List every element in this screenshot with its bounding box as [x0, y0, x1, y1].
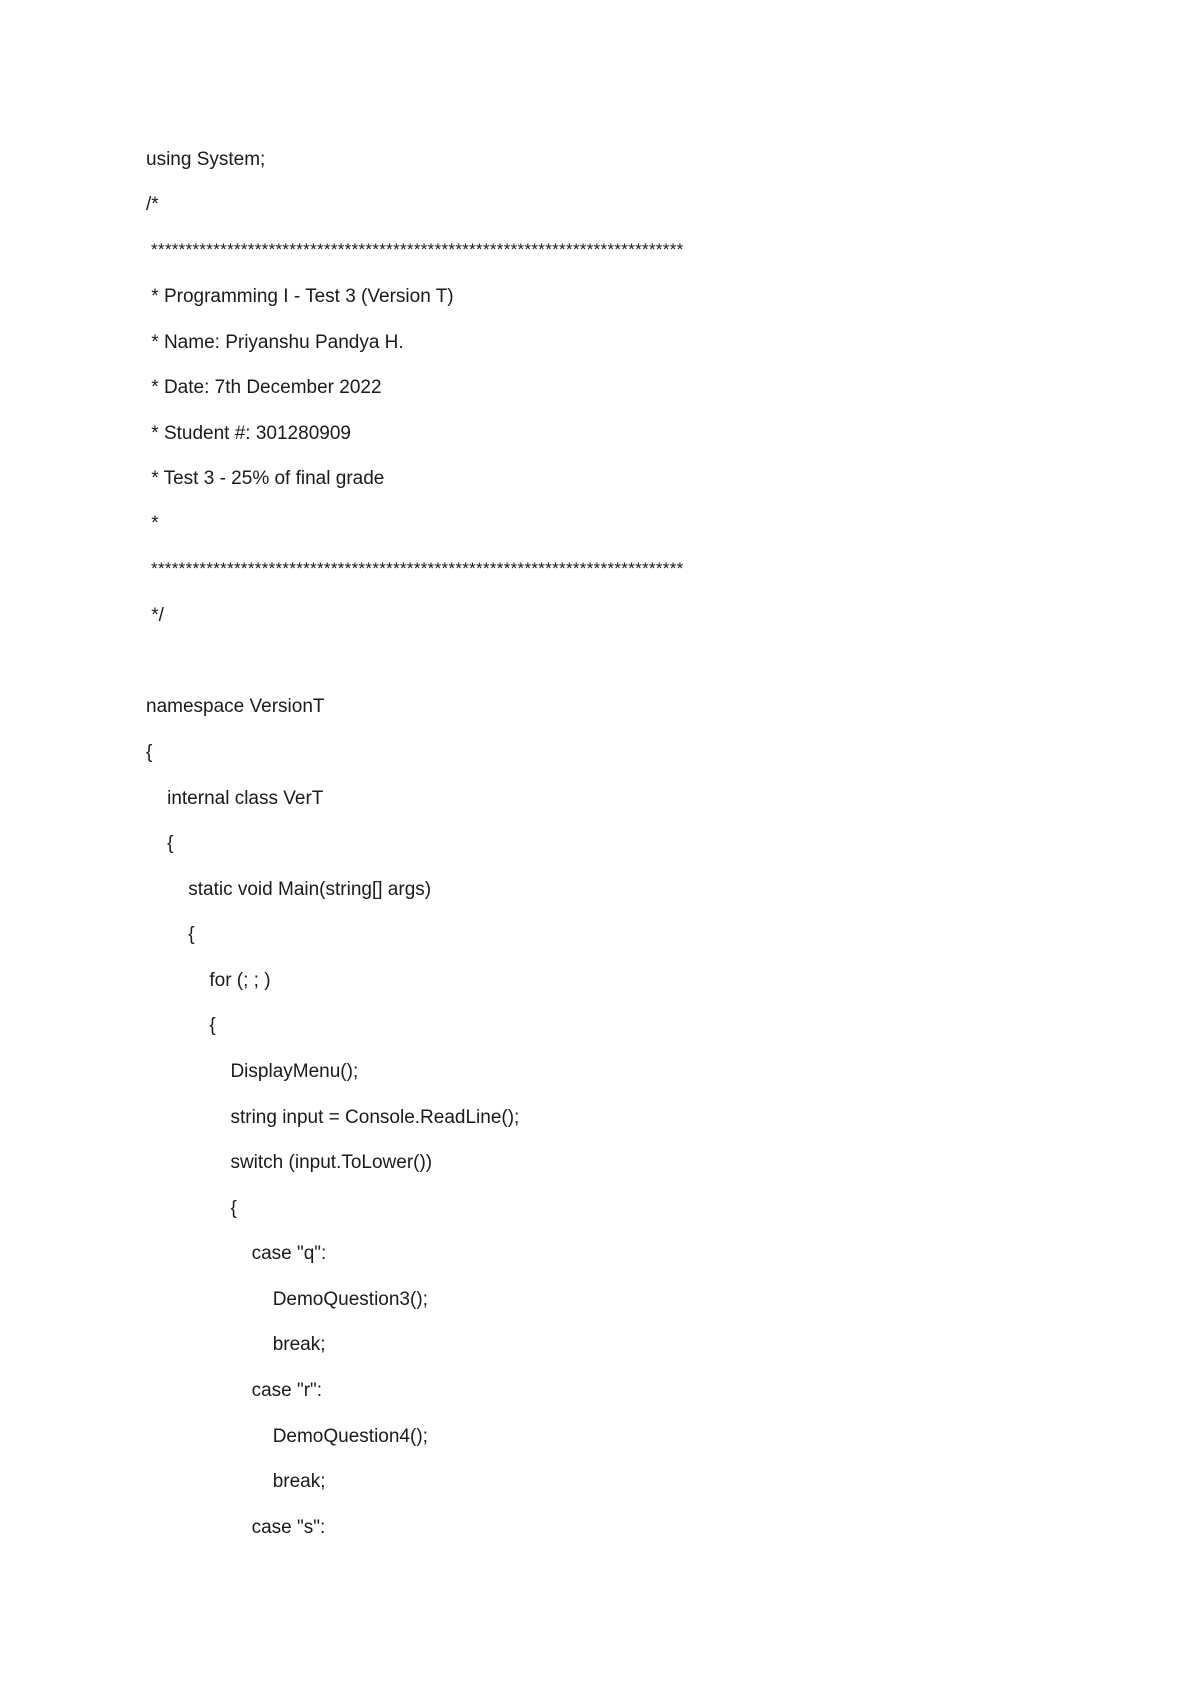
code-line-demo4: DemoQuestion4(); — [146, 1426, 428, 1447]
code-line-main: static void Main(string[] args) — [146, 879, 432, 900]
code-line-using: using System; — [146, 149, 266, 170]
code-line-break: break; — [146, 1334, 326, 1355]
code-line-displaymenu: DisplayMenu(); — [146, 1061, 359, 1082]
code-line-test: * Test 3 - 25% of final grade — [146, 468, 385, 489]
code-line-date: * Date: 7th December 2022 — [146, 377, 382, 398]
code-line-namespace: namespace VersionT — [146, 696, 325, 717]
code-line-input: string input = Console.ReadLine(); — [146, 1107, 520, 1128]
code-line-case-q: case "q": — [146, 1243, 327, 1264]
code-line-case-s: case "s": — [146, 1517, 326, 1538]
code-line-break: break; — [146, 1471, 326, 1492]
code-line-student: * Student #: 301280909 — [146, 423, 351, 444]
code-line-brace: { — [146, 1015, 216, 1036]
code-line-comment-open: /* — [146, 194, 159, 215]
code-line-class: internal class VerT — [146, 788, 324, 809]
code-line-stars-top: ***************************************************************************** — [146, 240, 684, 259]
code-line-brace: { — [146, 742, 153, 763]
code-line-stars-bottom: ***************************************************************************** — [146, 559, 684, 578]
code-line-name: * Name: Priyanshu Pandya H. — [146, 332, 404, 353]
code-line-brace: { — [146, 924, 195, 945]
code-line-brace: { — [146, 833, 174, 854]
code-line-demo3: DemoQuestion3(); — [146, 1289, 428, 1310]
code-line-brace: { — [146, 1198, 237, 1219]
code-line-comment-close: */ — [146, 605, 164, 626]
code-line-switch: switch (input.ToLower()) — [146, 1152, 433, 1173]
code-line-case-r: case "r": — [146, 1380, 323, 1401]
code-line-blank-star: * — [146, 513, 159, 534]
code-line-for: for (; ; ) — [146, 970, 271, 991]
code-line-title: * Programming I - Test 3 (Version T) — [146, 286, 454, 307]
